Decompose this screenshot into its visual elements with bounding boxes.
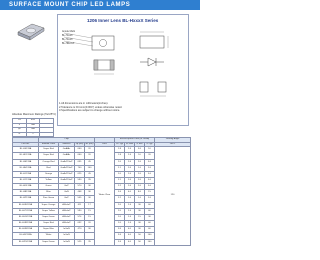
table-cell: 1.0	[135, 165, 145, 171]
part-number-cell: BL-HPG133A	[13, 239, 39, 245]
table-cell: 660	[75, 153, 85, 159]
table-cell: 2.4	[125, 221, 135, 227]
table-cell: 2.0	[135, 159, 145, 165]
drawing-notes	[59, 102, 187, 113]
table-cell: 2.0	[145, 165, 155, 171]
table-cell: 3.6	[115, 227, 125, 233]
table-cell: 1.8	[115, 147, 125, 153]
table-cell: 635	[75, 159, 85, 165]
table-cell: 5.0	[135, 147, 145, 153]
callout-anode-mark: Anode Mark	[62, 30, 75, 33]
table-cell: 1.0	[135, 196, 145, 202]
table-cell: 2.6	[125, 159, 135, 165]
table-cell: 5.0	[145, 171, 155, 177]
table-cell: Super Green	[39, 239, 59, 245]
note-line: 3.Specifications are subject to change without notice.	[59, 109, 120, 113]
abs-ratings-caption: Absolute Maximum Ratings (Ta=25°C)	[12, 113, 57, 116]
part-number-cell: BL-HG133A	[13, 184, 39, 190]
page-header-bar	[0, 0, 200, 10]
table-cell: Super Yellow	[39, 208, 59, 214]
table-cell: 60	[145, 202, 155, 208]
column-header: Δλ (nm)	[85, 142, 94, 145]
table-cell: 2.2	[115, 196, 125, 202]
column-header: Material	[59, 142, 75, 147]
abs-ratings-cell: V	[26, 132, 40, 137]
table-cell: 30	[85, 227, 95, 233]
table-cell: 30	[85, 196, 95, 202]
table-cell: 30	[135, 227, 145, 233]
table-cell: 2.2	[115, 184, 125, 190]
table-cell: Super Green	[39, 214, 59, 220]
table-cell: 2.0	[145, 196, 155, 202]
table-cell: 50	[135, 239, 145, 245]
table-cell: 700	[75, 165, 85, 171]
table-cell: 15	[145, 190, 155, 196]
table-cell: 45	[85, 159, 95, 165]
table-cell: 570	[75, 184, 85, 190]
table-cell: 17	[85, 202, 95, 208]
table-cell: 45	[85, 171, 95, 177]
part-number-cell: BL-HD133A	[13, 153, 39, 159]
table-cell: GaP	[59, 184, 75, 190]
table-cell: 20	[85, 153, 95, 159]
table-cell: 2.4	[125, 147, 135, 153]
table-cell: 50	[135, 233, 145, 239]
table-cell: Super Blue	[39, 227, 59, 233]
table-cell: 5.0	[145, 177, 155, 183]
table-cell: AlGaInP	[59, 221, 75, 227]
table-cell: 60	[145, 227, 155, 233]
table-cell: Super Red	[39, 221, 59, 227]
column-header: 2θ1/2	[155, 142, 191, 147]
part-number-cell: BL-HY133A	[13, 177, 39, 183]
table-cell: 555	[75, 196, 85, 202]
table-cell: 2.0	[115, 214, 125, 220]
part-number-cell: BL-HP133A	[13, 196, 39, 202]
table-cell: White	[39, 233, 59, 239]
led-package-drawing	[12, 14, 50, 44]
table-cell: GaAlAs	[59, 153, 75, 159]
part-number-cell: BL-HH133A	[13, 165, 39, 171]
abs-ratings-cell: If	[13, 123, 27, 128]
table-cell: InGaN	[59, 233, 75, 239]
note-line: 2.Tolerance is ±0.1mm(0.004") unless otherwise noted.	[59, 105, 123, 109]
table-cell: Super Orange	[39, 202, 59, 208]
table-cell: 30	[85, 184, 95, 190]
part-number-cell: BL-HW133A	[13, 233, 39, 239]
table-cell: 15	[85, 214, 95, 220]
page-title: SURFACE MOUNT CHIP LED LAMPS	[9, 2, 131, 8]
table-cell: 2.1	[115, 165, 125, 171]
table-cell: 590	[75, 208, 85, 214]
table-cell: 5.0	[145, 184, 155, 190]
column-header: Iv Typ	[145, 142, 155, 147]
abs-ratings-cell: Pd	[13, 119, 27, 124]
table-cell: 2.4	[125, 214, 135, 220]
table-cell: GaAsP/GaP	[59, 177, 75, 183]
table-cell: 3.6	[115, 239, 125, 245]
table-cell: Yellow	[39, 177, 59, 183]
table-cell: 2.6	[125, 196, 135, 202]
table-cell: 100	[145, 233, 155, 239]
table-cell: 100	[145, 239, 155, 245]
table-cell: Super Red	[39, 153, 59, 159]
header-group: Viewing Angle	[155, 138, 191, 143]
table-cell: 20	[85, 147, 95, 153]
abs-ratings-cell: Vr	[13, 132, 27, 137]
table-cell: 15	[85, 208, 95, 214]
table-cell: 2.6	[125, 171, 135, 177]
table-cell: AlGaInP	[59, 214, 75, 220]
table-cell: 2.0	[115, 202, 125, 208]
table-cell: 2.6	[125, 184, 135, 190]
table-cell: InGaN	[59, 227, 75, 233]
column-header: Emitted Color	[39, 142, 59, 147]
table-cell: 2.0	[115, 221, 125, 227]
table-cell: 20	[145, 153, 155, 159]
table-cell: 120	[155, 147, 191, 246]
table-cell: 35	[85, 177, 95, 183]
specification-table	[12, 137, 191, 246]
table-cell: 30	[135, 202, 145, 208]
table-cell: Blue	[39, 190, 59, 196]
table-cell: 525	[75, 239, 85, 245]
table-cell: 5.0	[145, 159, 155, 165]
table-cell: 468	[75, 190, 85, 196]
table-cell: 4.0	[125, 190, 135, 196]
callout-3: BL-HRxxxX	[62, 42, 75, 45]
column-header: Part No.	[13, 142, 39, 147]
table-cell: Orange Red	[39, 159, 59, 165]
mechanical-dimension-drawing	[60, 24, 188, 102]
table-cell: GaAsP/GaP	[59, 171, 75, 177]
table-cell: Orange	[39, 171, 59, 177]
table-cell: 2.4	[125, 202, 135, 208]
table-cell: GaAsP/GaP	[59, 159, 75, 165]
table-cell: 4.0	[125, 239, 135, 245]
table-cell: 590	[75, 177, 85, 183]
table-cell: GaAsP/GaP	[59, 165, 75, 171]
part-number-cell: BL-HS133A	[13, 147, 39, 153]
column-header: VF Typ	[116, 142, 123, 145]
series-title: 1206 Inner Lens BL-HxxxX Series	[87, 18, 159, 23]
table-cell: InGaN	[59, 239, 75, 245]
abs-ratings-cell: mA	[26, 123, 40, 128]
table-cell: 15	[135, 214, 145, 220]
table-cell: 611	[75, 202, 85, 208]
table-cell: 3.6	[115, 233, 125, 239]
table-cell: 2.0	[115, 208, 125, 214]
table-cell: 60	[145, 221, 155, 227]
table-cell: 2.4	[125, 208, 135, 214]
table-cell: 1.8	[115, 153, 125, 159]
table-cell: 660	[75, 147, 85, 153]
part-number-cell: BL-HUY133A	[13, 208, 39, 214]
table-cell: 30	[145, 214, 155, 220]
table-cell: 625	[75, 171, 85, 177]
table-cell: 2.0	[135, 177, 145, 183]
table-cell: 8.0	[135, 190, 145, 196]
table-cell: 4.0	[125, 227, 135, 233]
table-cell: Super Red	[39, 147, 59, 153]
abs-ratings-cell: mA	[26, 128, 40, 133]
table-cell: GaAlAs	[59, 147, 75, 153]
table-cell: 2.0	[115, 171, 125, 177]
note-line: 1.All dimensions are in millimeters(inches).	[59, 102, 109, 105]
column-header: Lens	[95, 142, 115, 147]
column-header: Iv Min	[135, 142, 145, 147]
table-cell: 632	[75, 221, 85, 227]
abs-ratings-cell: Ipf	[13, 128, 27, 133]
table-cell: 470	[75, 227, 85, 233]
table-cell: 20	[85, 221, 95, 227]
table-cell: AlGaInP	[59, 202, 75, 208]
table-cell: GaP	[59, 196, 75, 202]
table-cell: 10	[135, 153, 145, 159]
table-cell: 10	[145, 147, 155, 153]
callout-2: BL-HxxxX	[62, 38, 73, 41]
column-header: VF Max	[125, 142, 134, 145]
abs-ratings-cell: mW	[26, 119, 40, 124]
table-cell: 30	[135, 208, 145, 214]
part-number-cell: BL-HUE133A	[13, 202, 39, 208]
table-cell: 4.0	[125, 233, 135, 239]
table-cell: AlGaInP	[59, 208, 75, 214]
header-group: Electro-optical Data (at 20mA)	[115, 138, 155, 143]
column-header: λp (nm)	[75, 142, 84, 145]
table-cell: 2.0	[135, 171, 145, 177]
table-cell: 574	[75, 214, 85, 220]
part-number-cell: BL-HE133A	[13, 159, 39, 165]
callout-1: BL-HxxxX	[62, 34, 73, 37]
part-number-cell: BL-HUG133A	[13, 214, 39, 220]
table-cell: GaN	[59, 190, 75, 196]
table-cell: 2.0	[135, 184, 145, 190]
part-number-cell: BL-HUR133A	[13, 221, 39, 227]
table-cell: 2.6	[125, 165, 135, 171]
table-cell: Pure Green	[39, 196, 59, 202]
part-number-cell: BL-HUB133A	[13, 227, 39, 233]
table-cell: Green	[39, 184, 59, 190]
table-cell: 2.4	[125, 153, 135, 159]
table-cell: 2.6	[125, 177, 135, 183]
table-cell: Red	[39, 165, 59, 171]
table-cell: 30	[135, 221, 145, 227]
table-cell: 30	[85, 190, 95, 196]
table-cell: 2.0	[115, 159, 125, 165]
table-cell: 60	[145, 208, 155, 214]
table-cell: 100	[85, 165, 95, 171]
part-number-cell: BL-HJ133A	[13, 171, 39, 177]
table-cell: Water Clear	[95, 147, 115, 246]
table-cell: 3.6	[115, 190, 125, 196]
header-group: Chip	[39, 138, 95, 143]
part-number-cell: BL-HB133A	[13, 190, 39, 196]
table-cell: 2.1	[115, 177, 125, 183]
table-cell: 35	[85, 239, 95, 245]
